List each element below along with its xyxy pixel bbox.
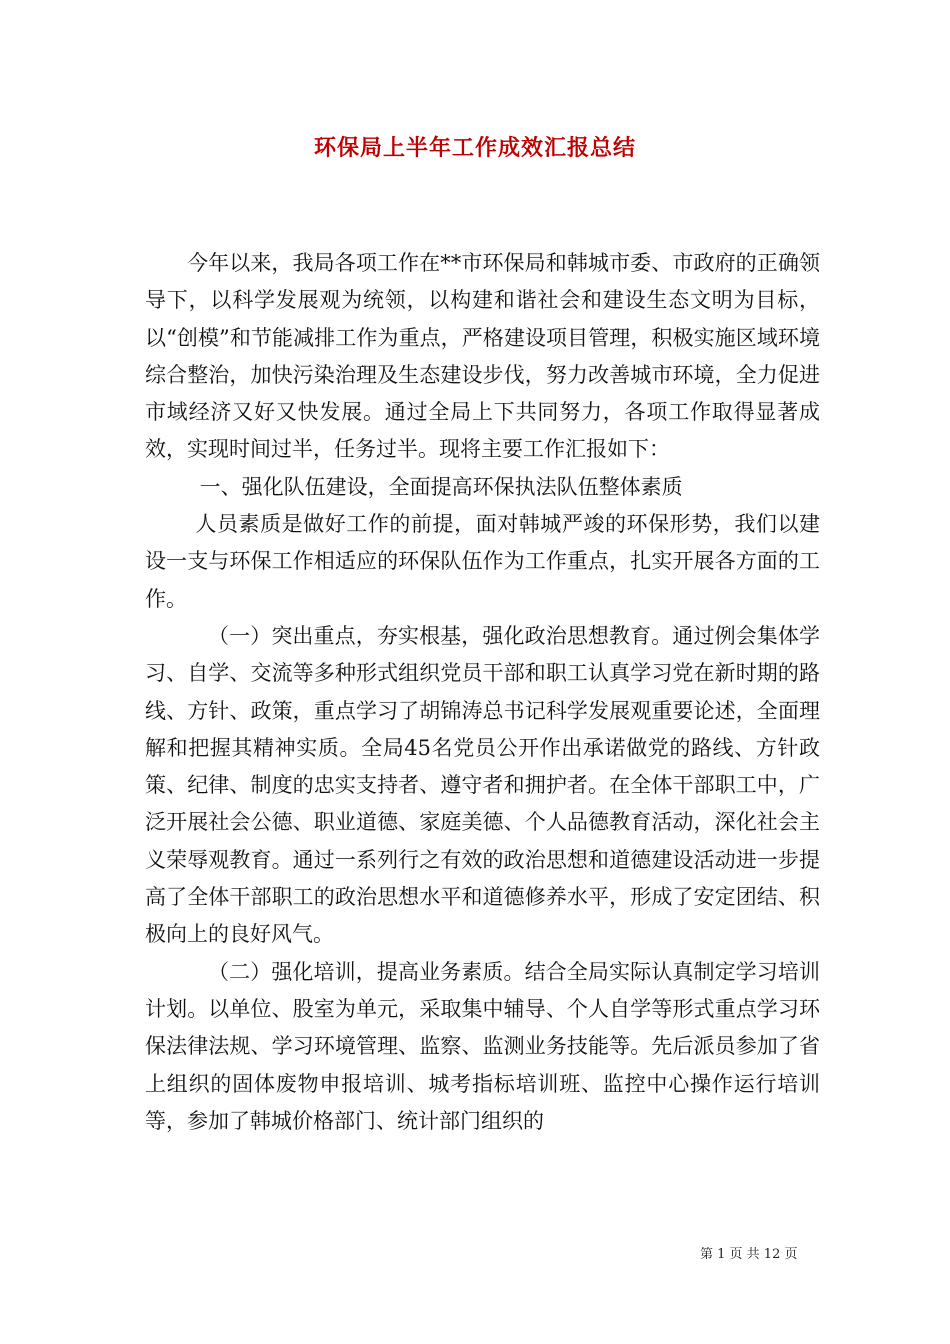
paragraph-subsection-2: （二）强化培训，提高业务素质。结合全局实际认真制定学习培训计划。以单位、股室为单元，采取集中辅导、个人自学等形式重点学习环保法律法规、学习环境管理、监察、监测业务技能等。先后派员参加了省上组织的固体废物申报培训、城考指标培训班、监控中心操作运行培训等，参加了韩城价格部门、统计部门组织的 <box>145 959 820 1133</box>
document-title: 环保局上半年工作成效汇报总结 <box>313 135 636 161</box>
paragraph-subsection-1: （一）突出重点，夯实根基，强化政治思想教育。通过例会集体学习、自学、交流等多种形式组织党员干部和职工认真学习党在新时期的路线、方针、政策，重点学习了胡锦涛总书记科学发展观重要论述，全面理解和把握其精神实质。全局45名党员公开作出承诺做党的路线、方针政策、纪律、制度的忠实支持者、遵守者和拥护者。在全体干部职工中，广泛开展社会公德、职业道德、家庭美德、个人品德教育活动，深化社会主义荣辱观教育。通过一系列行之有效的政治思想和道德建设活动进一步提高了全体干部职工的政治思想水平和道德修养水平，形成了安定团结、积极向上的良好风气。 <box>145 623 820 947</box>
paragraph-section-1-intro: 人员素质是做好工作的前提，面对韩城严竣的环保形势，我们以建设一支与环保工作相适应的环保队伍作为工作重点，扎实开展各方面的工作。 <box>145 512 820 611</box>
paragraph-intro: 今年以来，我局各项工作在**市环保局和韩城市委、市政府的正确领导下，以科学发展观为统领，以构建和谐社会和建设生态文明为目标，以“创模”和节能减排工作为重点，严格建设项目管理，积极实施区域环境综合整治，加快污染治理及生态建设步伐，努力改善城市环境，全力促进市域经济又好又快发展。通过全局上下共同努力，各项工作取得显著成效，实现时间过半，任务过半。现将主要工作汇报如下： <box>145 251 820 462</box>
section-heading-1: 一、强化队伍建设，全面提高环保执法队伍整体素质 <box>199 474 683 499</box>
page-number-footer: 第 1 页 共 12 页 <box>700 1247 798 1262</box>
document-body <box>145 245 820 1140</box>
